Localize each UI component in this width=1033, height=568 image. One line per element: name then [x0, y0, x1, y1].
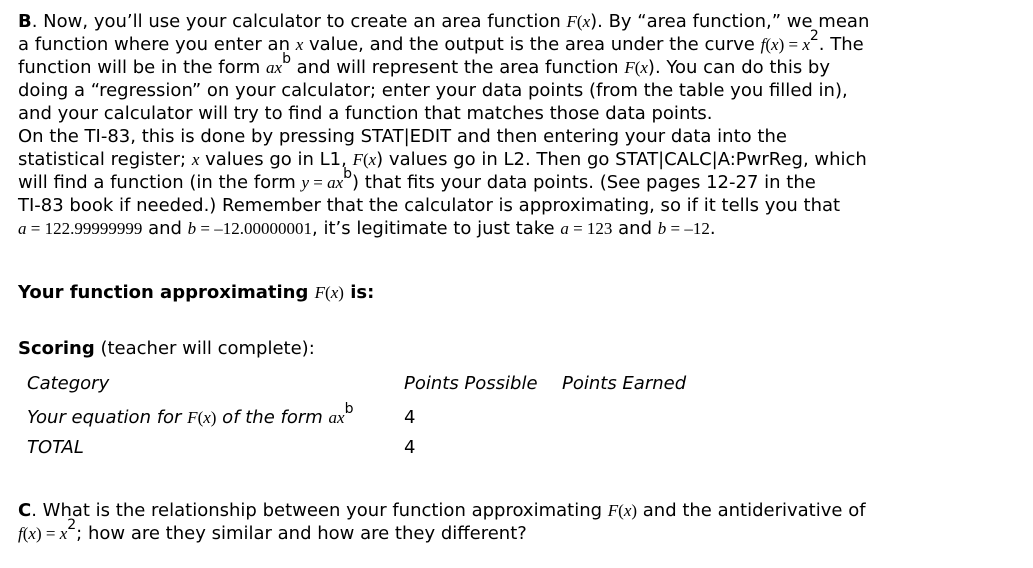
section-b-line-5: and your calculator will try to find a function that matches those data points. [18, 103, 713, 124]
row-points-possible-total: 4 [404, 437, 416, 458]
section-b-line-3: function will be in the form $ax^b$ and will represent the area function F(x). You can do this by [18, 51, 830, 78]
column-header-points-earned: Points Earned [562, 373, 687, 394]
section-c [18, 499, 1018, 545]
section-b-line-6: On the TI-83, this is done by pressing STAT|EDIT and then entering your data into the [18, 126, 787, 147]
section-b-line-9: TI-83 book if needed.) Remember that the calculator is approximating, so if it tells you that [18, 195, 841, 216]
column-header-category: Category [27, 373, 110, 394]
row-points-possible-equation: 4 [404, 407, 416, 428]
section-b-line-1: B. Now, you’ll use your calculator to create an area function F(x). By “area function,” we mean [18, 11, 870, 32]
column-header-points-possible: Points Possible [404, 373, 538, 394]
function-heading: Your function approximating F(x) is: [18, 282, 375, 303]
section-c-line-1: C. What is the relationship between your function approximating F(x) and the antiderivative of [18, 500, 866, 521]
section-b-line-4: doing a “regression” on your calculator; enter your data points (from the table you filled in), [18, 80, 848, 101]
section-b [18, 10, 1018, 240]
scoring-heading: Scoring (teacher will complete): [18, 338, 315, 359]
section-c-line-2: $f(x) = x^2$; how are they similar and how are they different? [18, 517, 527, 544]
section-b-line-7: statistical register; x values go in L1, F(x) values go in L2. Then go STAT|CALC|A:PwrReg, which [18, 149, 867, 170]
section-b-line-2: a function where you enter an x value, and the output is the area under the curve $f(x) = x^2$. The [18, 28, 864, 55]
row-category-total: TOTAL [27, 437, 84, 458]
section-b-line-8: will find a function (in the form $y = ax^b$) that fits your data points. (See pages 12-27 in the [18, 166, 816, 193]
row-category-equation: Your equation for F(x) of the form $ax^b$ [27, 401, 354, 428]
section-b-line-10: a = 122.99999999 and b = –12.00000001, it’s legitimate to just take a = 123 and b = –12. [18, 218, 716, 239]
